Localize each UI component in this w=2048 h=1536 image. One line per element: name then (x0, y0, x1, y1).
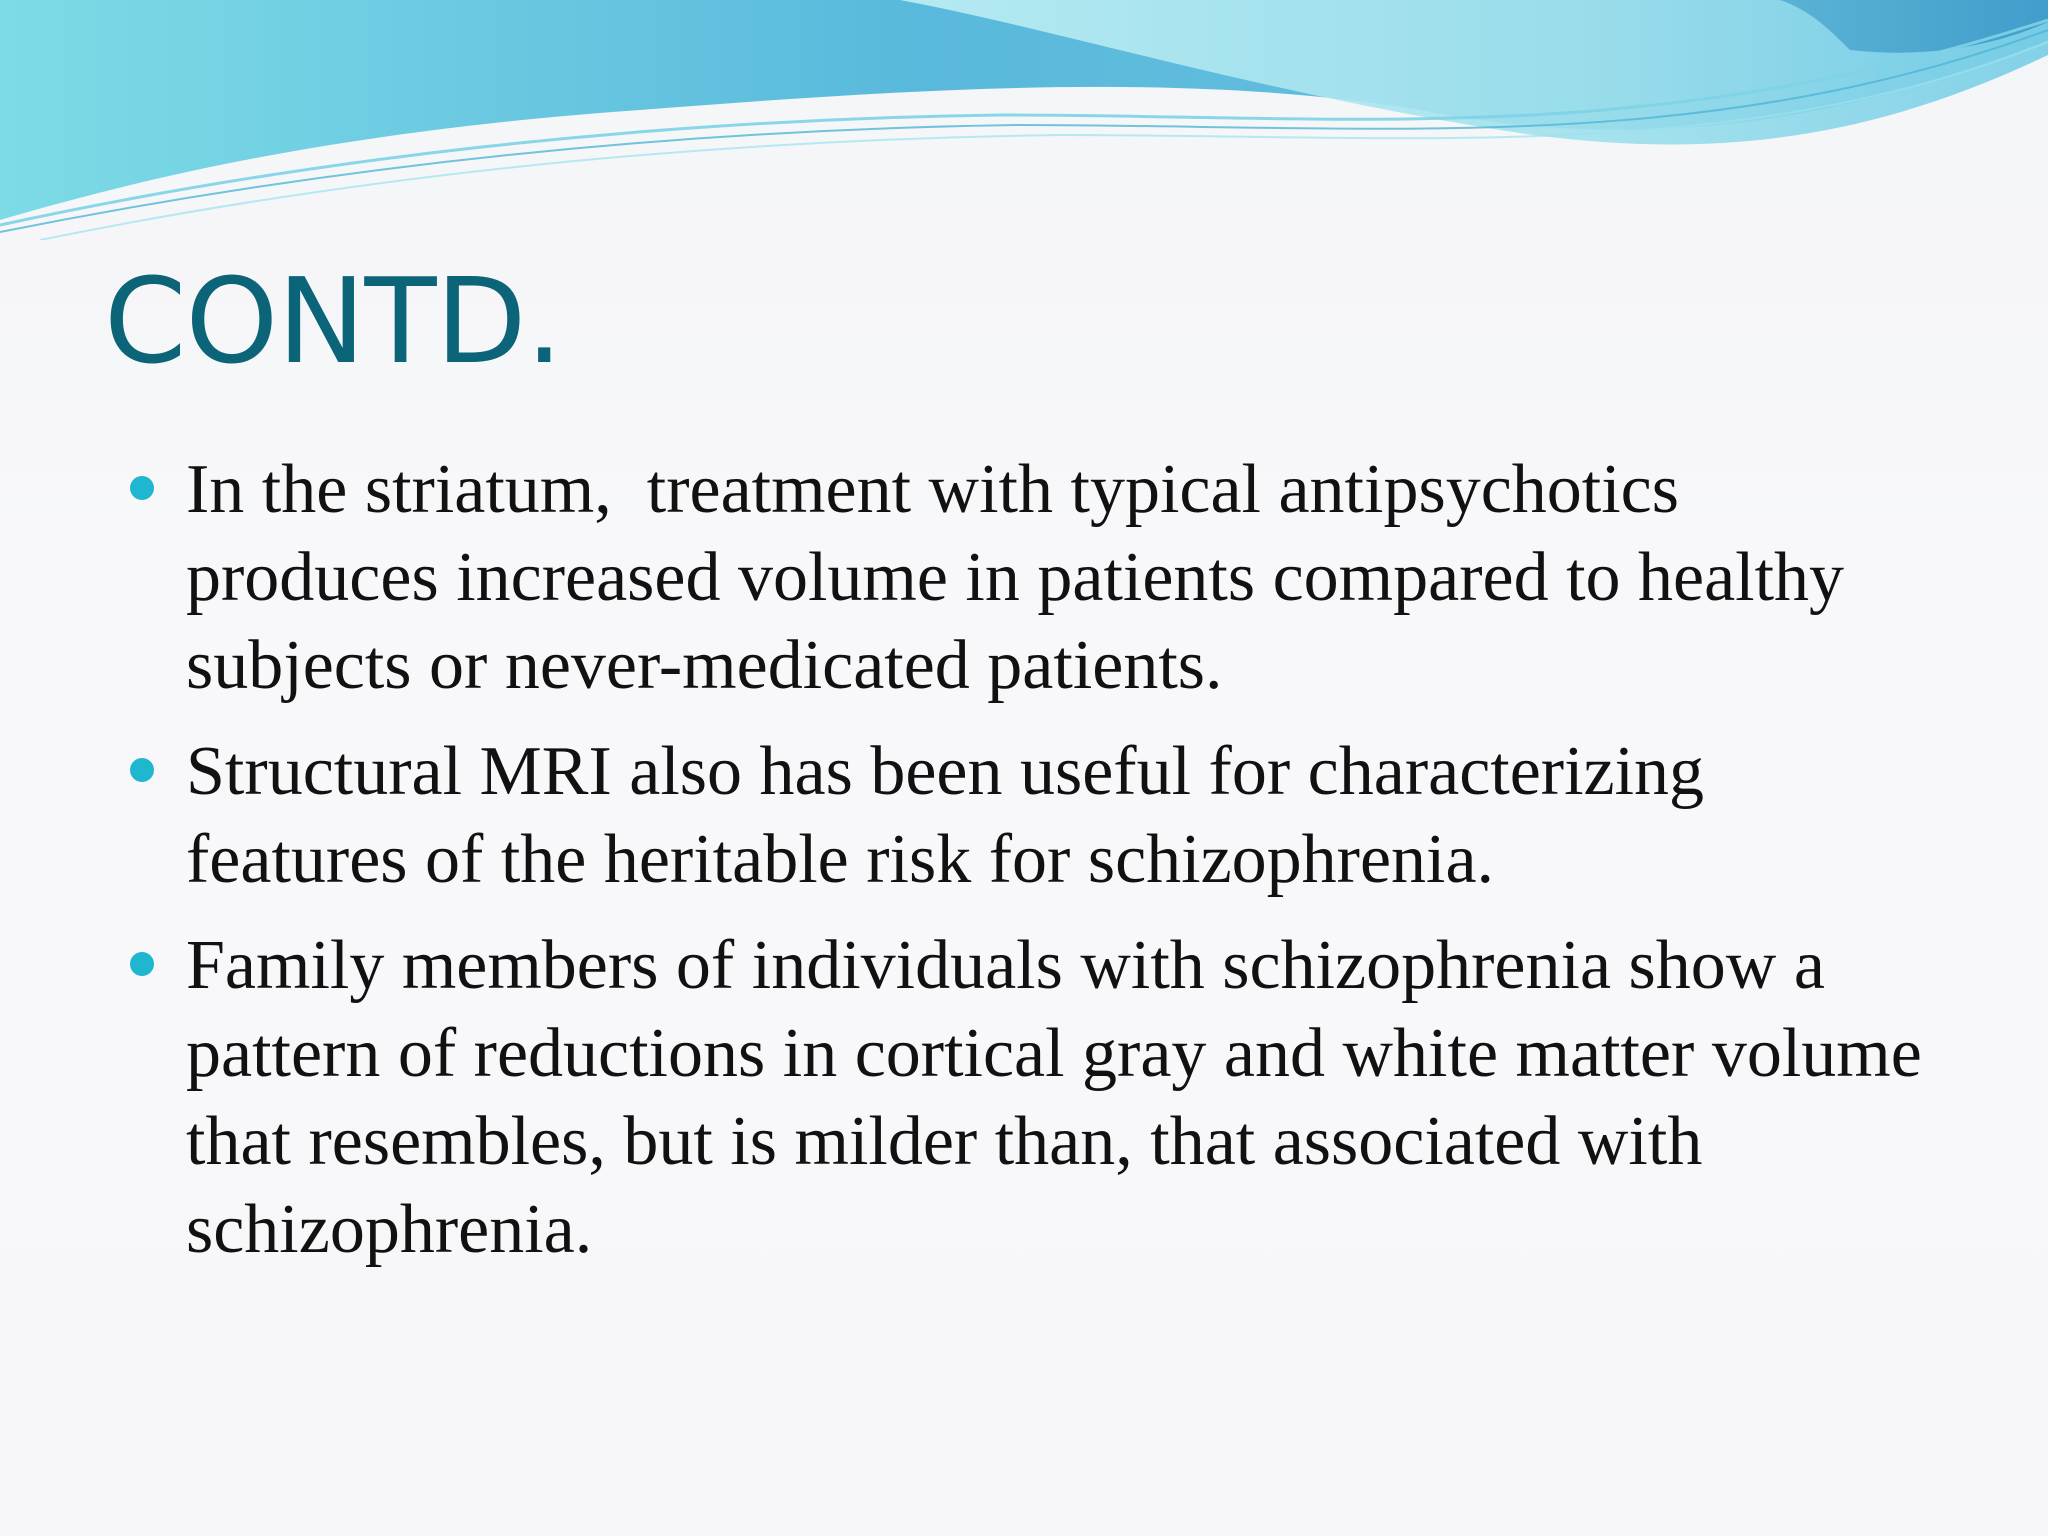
slide-title: CONTD. (104, 252, 562, 390)
circle-bullet-icon (130, 758, 154, 782)
bullet-text: In the striatum, treatment with typical antipsychotics produces increased volume in patients compared to healthy subjects or never-medicated patients. (186, 451, 1862, 704)
bullet-text: Structural MRI also has been useful for characterizing features of the heritable risk for schizophrenia. (186, 733, 1722, 898)
bullet-item (128, 728, 1928, 904)
bullet-text: Family members of individuals with schizophrenia show a pattern of reductions in cortical gray and white matter volume that resembles, but is milder than, that associated with schizophrenia. (186, 927, 1940, 1268)
wave-header-decoration (0, 0, 2048, 240)
bullet-item (128, 446, 1928, 710)
bullet-list (128, 446, 1940, 1292)
circle-bullet-icon (130, 476, 154, 500)
bullet-item (128, 922, 1940, 1274)
circle-bullet-icon (130, 952, 154, 976)
